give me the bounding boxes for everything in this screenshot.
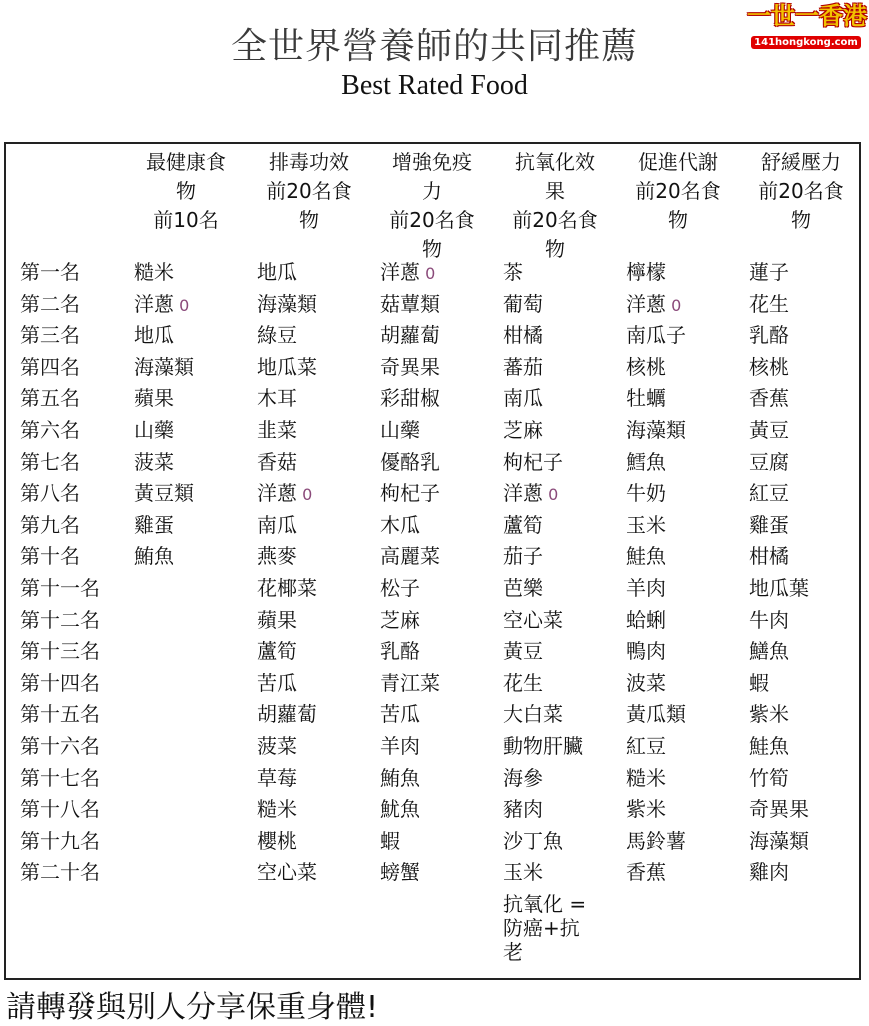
food-cell: 枸杞子 bbox=[380, 481, 440, 506]
food-cell: 山藥 bbox=[380, 418, 420, 442]
food-cell: 菇蕈類 bbox=[380, 291, 440, 316]
food-cell: 芭樂 bbox=[503, 576, 543, 600]
food-cell: 羊肉 bbox=[380, 734, 420, 758]
food-cell: 牡蠣 bbox=[626, 386, 666, 411]
column-header-line: 增強免疫 bbox=[392, 150, 472, 174]
column-header-line: 物 bbox=[545, 237, 565, 261]
food-cell: 蛤蜊 bbox=[626, 607, 666, 632]
rank-label: 第七名 bbox=[20, 449, 80, 474]
food-cell: 魷魚 bbox=[380, 797, 420, 822]
rank-label: 第八名 bbox=[20, 481, 80, 506]
food-cell: 鮪魚 bbox=[134, 544, 174, 569]
column-header bbox=[130, 148, 242, 235]
food-cell: 南瓜 bbox=[503, 386, 543, 411]
food-cell: 雞肉 bbox=[749, 860, 789, 885]
food-cell: 茄子 bbox=[503, 544, 543, 569]
column-header-line: 前20名食 bbox=[389, 208, 475, 232]
food-cell: 苦瓜 bbox=[257, 670, 297, 695]
food-cell: 紅豆 bbox=[626, 734, 666, 758]
food-cell: 香蕉 bbox=[626, 860, 666, 885]
food-cell: 香菇 bbox=[257, 449, 297, 474]
food-cell: 玉米 bbox=[626, 512, 666, 537]
food-cell: 鮭魚 bbox=[626, 544, 666, 569]
food-cell: 鴨肉 bbox=[626, 639, 666, 664]
rank-label: 第十九名 bbox=[20, 828, 100, 853]
food-cell: 地瓜菜 bbox=[257, 354, 317, 379]
page-subtitle: Best Rated Food bbox=[341, 70, 528, 101]
food-cell: 茶 bbox=[503, 260, 523, 284]
food-cell: 乳酪 bbox=[749, 323, 789, 348]
food-cell: 青江菜 bbox=[380, 670, 440, 695]
food-cell: 羊肉 bbox=[626, 576, 666, 600]
food-cell: 鮭魚 bbox=[749, 734, 789, 758]
food-cell: 花生 bbox=[749, 291, 789, 316]
food-cell: 洋蔥 0 bbox=[257, 481, 313, 506]
antioxidant-note bbox=[503, 892, 586, 964]
food-cell: 動物肝臟 bbox=[503, 734, 583, 758]
food-cell: 燕麥 bbox=[257, 544, 297, 569]
food-cell: 南瓜 bbox=[257, 512, 297, 537]
food-cell: 糙米 bbox=[257, 797, 297, 822]
food-cell: 豆腐 bbox=[749, 449, 789, 474]
column-header-line: 前20名食 bbox=[266, 179, 352, 203]
column-header-line: 力 bbox=[422, 179, 442, 203]
food-cell: 竹筍 bbox=[749, 765, 789, 790]
food-cell: 糙米 bbox=[626, 765, 666, 790]
food-cell: 空心菜 bbox=[257, 860, 317, 885]
food-cell: 螃蟹 bbox=[380, 860, 420, 885]
site-logo bbox=[747, 2, 865, 49]
food-cell: 海參 bbox=[503, 765, 543, 790]
column-header bbox=[499, 148, 611, 264]
food-cell: 蘆筍 bbox=[257, 639, 297, 664]
column-header bbox=[253, 148, 365, 235]
food-cell: 蝦 bbox=[380, 828, 400, 853]
rank-label: 第十三名 bbox=[20, 639, 100, 664]
food-cell: 黃豆類 bbox=[134, 481, 194, 506]
food-cell: 木瓜 bbox=[380, 512, 420, 537]
food-cell: 洋蔥 0 bbox=[503, 481, 559, 506]
food-cell: 花椰菜 bbox=[257, 576, 317, 600]
food-cell: 彩甜椒 bbox=[380, 386, 440, 411]
food-cell: 芝麻 bbox=[503, 418, 543, 442]
food-cell: 柑橘 bbox=[503, 323, 543, 348]
rank-label: 第一名 bbox=[20, 260, 80, 284]
rank-label: 第二十名 bbox=[20, 860, 100, 885]
page-title: 全世界營養師的共同推薦 bbox=[230, 26, 638, 67]
food-cell: 奇異果 bbox=[380, 354, 440, 379]
food-cell: 蘆筍 bbox=[503, 512, 543, 537]
rank-label: 第二名 bbox=[20, 291, 80, 316]
column-header-line: 物 bbox=[422, 237, 442, 261]
onion-marker: 0 bbox=[420, 264, 436, 283]
food-cell: 櫻桃 bbox=[257, 828, 297, 853]
food-cell: 草莓 bbox=[257, 765, 297, 790]
food-cell: 牛肉 bbox=[749, 607, 789, 632]
food-cell: 優酪乳 bbox=[380, 449, 440, 474]
food-cell: 胡蘿蔔 bbox=[380, 323, 440, 348]
food-cell: 南瓜子 bbox=[626, 323, 686, 348]
column-header-line: 抗氧化效 bbox=[515, 150, 595, 174]
food-cell: 豬肉 bbox=[503, 797, 543, 822]
column-header-line: 排毒功效 bbox=[269, 150, 349, 174]
note-line: 抗氧化 = bbox=[503, 892, 587, 916]
food-cell: 鱔魚 bbox=[749, 639, 789, 664]
food-cell: 洋蔥 0 bbox=[380, 260, 436, 284]
rank-label: 第三名 bbox=[20, 323, 80, 348]
food-cell: 牛奶 bbox=[626, 481, 666, 506]
food-cell: 海藻類 bbox=[257, 291, 317, 316]
food-cell: 空心菜 bbox=[503, 607, 563, 632]
food-cell: 雞蛋 bbox=[749, 512, 789, 537]
column-header-line: 物 bbox=[299, 208, 319, 232]
food-cell: 蘋果 bbox=[257, 607, 297, 632]
food-cell: 玉米 bbox=[503, 860, 543, 885]
logo-url: 141hongkong.com bbox=[751, 36, 861, 49]
food-cell: 乳酪 bbox=[380, 639, 420, 664]
food-cell: 大白菜 bbox=[503, 702, 563, 727]
onion-marker: 0 bbox=[543, 485, 559, 505]
food-cell: 洋蔥 0 bbox=[626, 291, 682, 316]
food-cell: 奇異果 bbox=[749, 797, 809, 822]
rank-label: 第五名 bbox=[20, 386, 80, 411]
onion-marker: 0 bbox=[297, 485, 313, 505]
rank-label: 第十五名 bbox=[20, 702, 100, 727]
food-cell: 馬鈴薯 bbox=[626, 828, 686, 853]
column-header bbox=[745, 148, 857, 235]
food-cell: 鮪魚 bbox=[380, 765, 420, 790]
food-cell: 菠菜 bbox=[134, 449, 174, 474]
column-header bbox=[622, 148, 734, 235]
column-header-line: 果 bbox=[545, 179, 565, 203]
food-cell: 檸檬 bbox=[626, 260, 666, 284]
food-cell: 高麗菜 bbox=[380, 544, 440, 569]
column-header-line: 前10名 bbox=[153, 208, 219, 232]
column-header-line: 物 bbox=[791, 208, 811, 232]
food-cell: 海藻類 bbox=[134, 354, 194, 379]
rank-label: 第十六名 bbox=[20, 734, 100, 758]
rank-label: 第十二名 bbox=[20, 607, 100, 632]
food-cell: 地瓜 bbox=[257, 260, 297, 284]
column-header-line: 促進代謝 bbox=[638, 150, 718, 174]
footer-text: 請轉發與別人分享保重身體! bbox=[6, 990, 379, 1025]
column-header-line: 前20名食 bbox=[758, 179, 844, 203]
logo-text: 一世一香港 bbox=[747, 2, 867, 30]
food-cell: 紅豆 bbox=[749, 481, 789, 506]
food-table bbox=[4, 142, 861, 980]
food-cell: 香蕉 bbox=[749, 386, 789, 411]
food-cell: 黃瓜類 bbox=[626, 702, 686, 727]
column-header-line: 物 bbox=[668, 208, 688, 232]
rank-label: 第十名 bbox=[20, 544, 80, 569]
rank-label: 第十八名 bbox=[20, 797, 100, 822]
food-cell: 韭菜 bbox=[257, 418, 297, 442]
food-cell: 波菜 bbox=[626, 670, 666, 695]
column-header-line: 物 bbox=[176, 179, 196, 203]
food-cell: 苦瓜 bbox=[380, 702, 420, 727]
food-cell: 柑橘 bbox=[749, 544, 789, 569]
food-cell: 黃豆 bbox=[749, 418, 789, 442]
column-header-line: 前20名食 bbox=[512, 208, 598, 232]
column-header-line: 最健康食 bbox=[146, 150, 226, 174]
food-cell: 松子 bbox=[380, 576, 420, 600]
food-cell: 地瓜 bbox=[134, 323, 174, 348]
column-header-line: 前20名食 bbox=[635, 179, 721, 203]
food-cell: 蘋果 bbox=[134, 386, 174, 411]
food-cell: 海藻類 bbox=[626, 418, 686, 442]
food-cell: 芝麻 bbox=[380, 607, 420, 632]
food-cell: 木耳 bbox=[257, 386, 297, 411]
food-cell: 紫米 bbox=[626, 797, 666, 822]
food-cell: 綠豆 bbox=[257, 323, 297, 348]
food-cell: 海藻類 bbox=[749, 828, 809, 853]
food-cell: 葡萄 bbox=[503, 291, 543, 316]
food-cell: 山藥 bbox=[134, 418, 174, 442]
food-cell: 紫米 bbox=[749, 702, 789, 727]
food-cell: 胡蘿蔔 bbox=[257, 702, 317, 727]
column-header-line: 舒緩壓力 bbox=[761, 150, 841, 174]
rank-label: 第十四名 bbox=[20, 670, 100, 695]
food-cell: 核桃 bbox=[626, 354, 666, 379]
food-cell: 核桃 bbox=[749, 354, 789, 379]
rank-label: 第四名 bbox=[20, 354, 80, 379]
food-cell: 菠菜 bbox=[257, 734, 297, 758]
food-cell: 蝦 bbox=[749, 670, 769, 695]
rank-label: 第十七名 bbox=[20, 765, 100, 790]
rank-label: 第九名 bbox=[20, 512, 80, 537]
food-cell: 沙丁魚 bbox=[503, 828, 563, 853]
column-header bbox=[376, 148, 488, 264]
onion-marker: 0 bbox=[174, 295, 190, 315]
onion-marker: 0 bbox=[666, 295, 682, 315]
food-cell: 糙米 bbox=[134, 260, 174, 284]
rank-label: 第六名 bbox=[20, 418, 80, 442]
note-line: 防癌+抗 bbox=[503, 916, 580, 940]
food-cell: 花生 bbox=[503, 670, 543, 695]
food-cell: 蕃茄 bbox=[503, 354, 543, 379]
food-cell: 洋蔥 0 bbox=[134, 291, 190, 316]
food-cell: 蓮子 bbox=[749, 260, 789, 284]
food-cell: 地瓜葉 bbox=[749, 576, 809, 600]
food-cell: 雞蛋 bbox=[134, 512, 174, 537]
rank-label: 第十一名 bbox=[20, 576, 100, 600]
note-line: 老 bbox=[503, 940, 523, 964]
food-cell: 鱈魚 bbox=[626, 449, 666, 474]
food-cell: 枸杞子 bbox=[503, 449, 563, 474]
food-cell: 黃豆 bbox=[503, 639, 543, 664]
